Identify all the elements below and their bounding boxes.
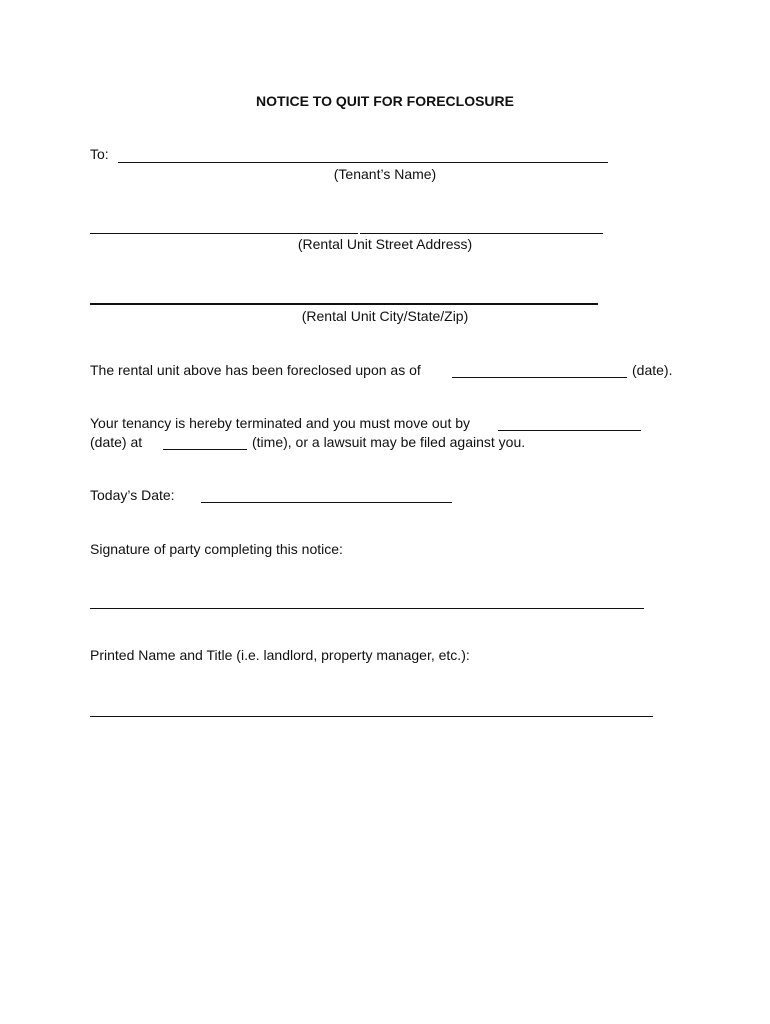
time-suffix-text: (time), or a lawsuit may be filed against you.	[252, 434, 526, 450]
todays-date-label: Today’s Date:	[90, 487, 175, 503]
signature-label: Signature of party completing this notice:	[90, 541, 343, 557]
to-label: To:	[90, 146, 109, 162]
tenant-name-field[interactable]	[118, 162, 608, 163]
tenant-name-caption: (Tenant’s Name)	[333, 166, 437, 182]
move-out-date-field[interactable]	[498, 430, 641, 431]
city-state-zip-field[interactable]	[90, 303, 598, 305]
foreclosure-date-field[interactable]	[452, 377, 627, 378]
foreclosure-date-suffix: (date).	[632, 362, 673, 378]
city-state-zip-caption: (Rental Unit City/State/Zip)	[301, 308, 469, 324]
printed-name-label: Printed Name and Title (i.e. landlord, property manager, etc.):	[90, 647, 470, 663]
street-address-caption: (Rental Unit Street Address)	[297, 236, 473, 252]
date-at-label: (date) at	[90, 434, 143, 450]
street-address-field-right[interactable]	[360, 233, 603, 234]
street-address-field-left[interactable]	[90, 233, 358, 234]
printed-name-field[interactable]	[90, 716, 653, 717]
document-title: NOTICE TO QUIT FOR FORECLOSURE	[256, 93, 514, 109]
move-out-time-field[interactable]	[163, 449, 247, 450]
foreclosed-text: The rental unit above has been foreclosed upon as of	[90, 362, 421, 378]
tenancy-text: Your tenancy is hereby terminated and you must move out by	[90, 415, 471, 431]
signature-field[interactable]	[90, 608, 644, 609]
todays-date-field[interactable]	[201, 502, 452, 503]
